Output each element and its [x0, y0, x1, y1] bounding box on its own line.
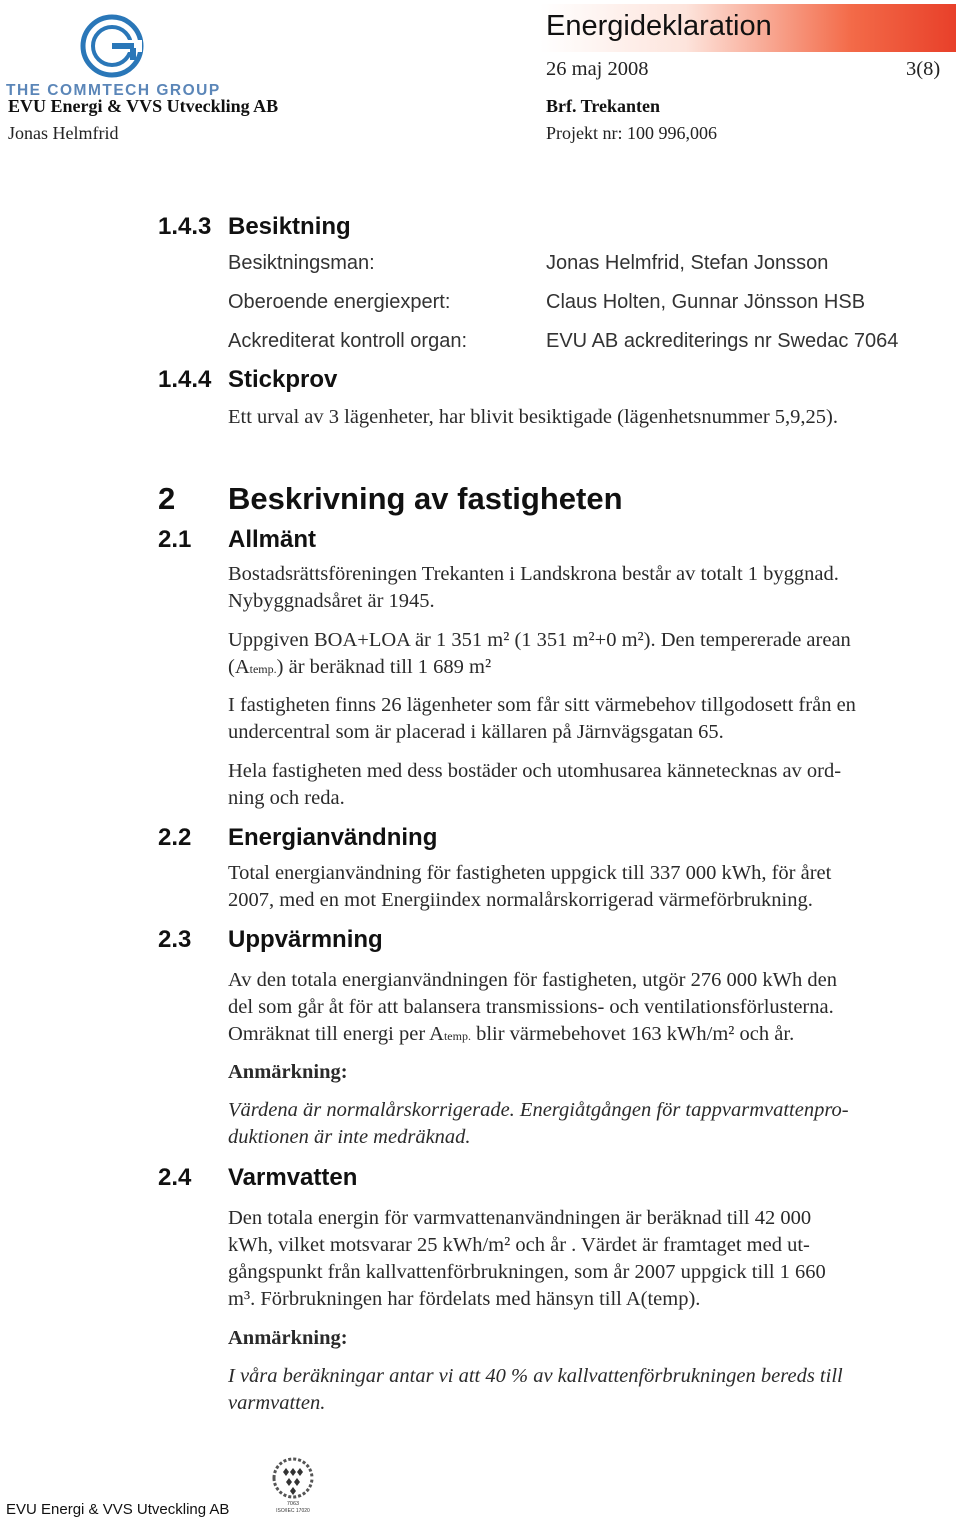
note-text: [228, 1097, 948, 1151]
row-value: Jonas Helmfrid, Stefan Jonsson: [546, 252, 829, 274]
text-line: varmvatten.: [228, 1392, 326, 1414]
text-line: gångspunkt från kallvattenförbrukningen, som år 2007 uppgick till 1 660: [228, 1261, 826, 1283]
text-line: [228, 654, 948, 683]
row-label: Oberoende energiexpert:: [228, 291, 451, 313]
section-number: 2.2: [158, 824, 192, 851]
paragraph: Ett urval av 3 lägenheter, har blivit besiktigade (lägenhetsnummer 5,9,25).: [228, 406, 839, 428]
section-number: 2.1: [158, 526, 192, 553]
document-title: Energideklaration: [546, 10, 772, 42]
text-line: Den totala energin för varmvattenanvändningen är beräknad till 42 000: [228, 1207, 812, 1229]
text-line: undercentral som är placerad i källaren på Järnvägsgatan 65.: [228, 721, 724, 743]
swedac-seal-icon: [268, 1448, 318, 1514]
project-number: Projekt nr: 100 996,006: [546, 123, 717, 143]
svg-text:ISO/IEC 17020: ISO/IEC 17020: [276, 1508, 310, 1514]
svg-text:7063: 7063: [286, 1501, 300, 1507]
note-text: [228, 1363, 948, 1417]
text-fragment: blir värmebehovet 163 kWh/m² och år.: [470, 1023, 795, 1045]
text-fragment: Omräknat till energi per A: [228, 1023, 444, 1045]
author-name: Jonas Helmfrid: [8, 123, 119, 143]
logo-wordmark: THE COMMTECH GROUP: [6, 82, 221, 99]
text-line: Av den totala energianvändningen för fastigheten, utgör 276 000 kWh den: [228, 969, 837, 991]
paragraph: [228, 692, 948, 746]
section-heading: Uppvärmning: [228, 926, 383, 953]
text-fragment: ) är beräknad till 1 689 m²: [276, 656, 492, 678]
paragraph: [228, 627, 948, 683]
section-number: 1.4.3: [158, 213, 212, 240]
chapter-heading: Beskrivning av fastigheten: [228, 481, 623, 516]
text-line: I våra beräkningar antar vi att 40 % av kallvattenförbrukningen bereds till: [228, 1365, 843, 1387]
text-line: del som går åt för att balansera transmissions- och ventilationsförlusterna.: [228, 996, 834, 1018]
section-number: 2.4: [158, 1164, 192, 1191]
text-line: m³. Förbrukningen har fördelats med hänsyn till A(temp).: [228, 1288, 701, 1310]
section-heading: Allmänt: [228, 526, 317, 553]
client-name: Brf. Trekanten: [546, 96, 661, 116]
section-number: 1.4.4: [158, 366, 212, 393]
paragraph: [228, 1205, 948, 1313]
section-heading: Energianvändning: [228, 824, 438, 851]
company-name: EVU Energi & VVS Utveckling AB: [8, 96, 279, 116]
chapter-number: 2: [158, 481, 176, 516]
paragraph: [228, 860, 948, 914]
text-line: kWh, vilket motsvarar 25 kWh/m² och år . Värdet är framtaget med ut-: [228, 1234, 810, 1256]
row-label: Ackrediterat kontroll organ:: [228, 330, 468, 352]
text-line: I fastigheten finns 26 lägenheter som får sitt värmebehov tillgodosett från en: [228, 694, 856, 716]
row-label: Besiktningsman:: [228, 252, 375, 274]
text-line: Nybyggnadsåret är 1945.: [228, 590, 435, 612]
subscript: temp.: [249, 662, 277, 676]
page-number: 3(8): [906, 58, 941, 80]
paragraph: [228, 758, 948, 812]
paragraph: [228, 561, 948, 615]
text-line: 2007, med en mot Energiindex normalårskorrigerad värmeförbrukning.: [228, 889, 813, 911]
document-date: 26 maj 2008: [546, 58, 649, 80]
text-line: [228, 1021, 948, 1050]
paragraph: [228, 967, 948, 1050]
note-label: Anmärkning:: [228, 1061, 348, 1083]
footer-company: EVU Energi & VVS Utveckling AB: [6, 1501, 230, 1518]
text-line: duktionen är inte medräknad.: [228, 1126, 471, 1148]
text-fragment: (A: [228, 656, 250, 678]
commtech-logo-icon: [78, 12, 146, 80]
text-line: Total energianvändning för fastigheten uppgick till 337 000 kWh, för året: [228, 862, 832, 884]
row-value: Claus Holten, Gunnar Jönsson HSB: [546, 291, 866, 313]
text-line: Hela fastigheten med dess bostäder och utomhusarea kännetecknas av ord-: [228, 760, 842, 782]
note-label: Anmärkning:: [228, 1327, 348, 1349]
section-heading: Stickprov: [228, 366, 338, 393]
subscript: temp.: [443, 1029, 471, 1043]
text-line: ning och reda.: [228, 787, 345, 809]
section-heading: Varmvatten: [228, 1164, 358, 1191]
text-line: Bostadsrättsföreningen Trekanten i Landskrona består av totalt 1 byggnad.: [228, 563, 839, 585]
section-heading: Besiktning: [228, 213, 351, 240]
text-line: Värdena är normalårskorrigerade. Energiåtgången för tappvarmvattenpro-: [228, 1099, 849, 1121]
text-line: Uppgiven BOA+LOA är 1 351 m² (1 351 m²+0 m²). Den tempererade arean: [228, 629, 851, 651]
section-number: 2.3: [158, 926, 192, 953]
row-value: EVU AB ackrediterings nr Swedac 7064: [546, 330, 899, 352]
